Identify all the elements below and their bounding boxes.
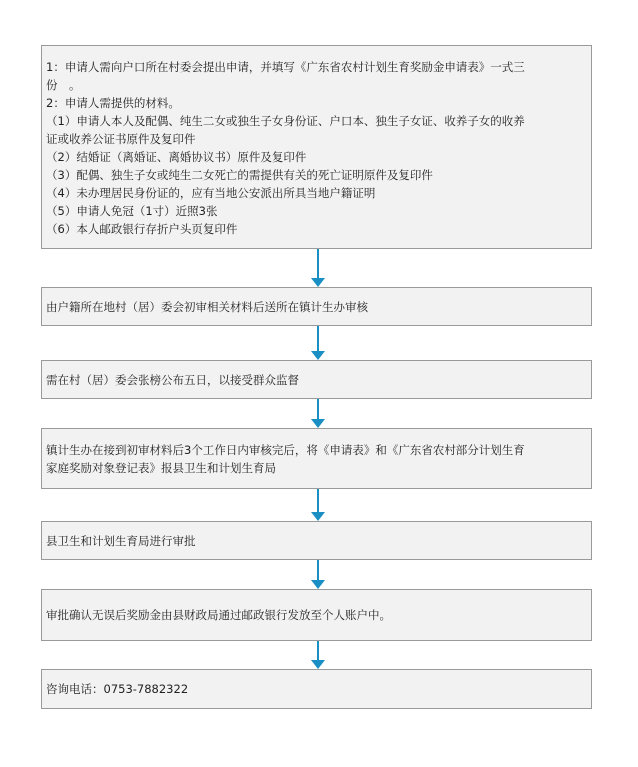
flow-arrow-3 — [308, 399, 328, 428]
step-1-line-2: 份 。 — [46, 78, 81, 92]
flow-arrow-1 — [308, 249, 328, 287]
step-4-line-2: 家庭奖励对象登记表》报县卫生和计划生育局 — [46, 460, 276, 475]
flow-arrow-4 — [308, 489, 328, 521]
step-1-line-6: （2）结婚证（离婚证、离婚协议书）原件及复印件 — [46, 150, 307, 164]
step-town-audit — [41, 428, 592, 489]
step-public-notice — [41, 360, 592, 399]
step-payment — [41, 589, 592, 641]
step-3-text: 需在村（居）委会张榜公布五日，以接受群众监督 — [46, 372, 299, 387]
step-5-text: 县卫生和计划生育局进行审批 — [46, 533, 196, 548]
step-6-text: 审批确认无误后奖励金由县财政局通过邮政银行发放至个人账户中。 — [46, 608, 391, 622]
step-1-line-3: 2：申请人需提供的材料。 — [46, 96, 180, 110]
step-7-text: 咨询电话：0753-7882322 — [46, 682, 189, 696]
flow-arrow-5 — [308, 560, 328, 589]
step-1-line-10: （6）本人邮政银行存折户头页复印件 — [46, 222, 238, 236]
step-1-line-7: （3）配偶、独生子女或纯生二女死亡的需提供有关的死亡证明原件及复印件 — [46, 168, 433, 182]
step-county-approval — [41, 521, 592, 560]
step-apply-materials — [41, 45, 592, 249]
step-1-line-1: 1：申请人需向户口所在村委会提出申请，并填写《广东省农村计划生育奖励金申请表》一式三 — [46, 60, 525, 74]
step-1-line-5: 证或收养公证书原件及复印件 — [46, 132, 196, 146]
step-1-line-9: （5）申请人免冠（1寸）近照3张 — [46, 204, 218, 218]
flow-arrow-2 — [308, 326, 328, 360]
step-2-text: 由户籍所在地村（居）委会初审相关材料后送所在镇计生办审核 — [46, 299, 368, 314]
step-village-review — [41, 287, 592, 326]
step-1-line-4: （1）申请人本人及配偶、纯生二女或独生子女身份证、户口本、独生子女证、收养子女的收养 — [46, 114, 525, 128]
step-contact-phone — [41, 669, 592, 709]
step-1-line-8: （4）未办理居民身份证的，应有当地公安派出所具当地户籍证明 — [46, 186, 376, 200]
flow-arrow-6 — [308, 641, 328, 669]
step-4-line-1: 镇计生办在接到初审材料后3个工作日内审核完后，将《申请表》和《广东省农村部分计划生育 — [46, 442, 525, 457]
